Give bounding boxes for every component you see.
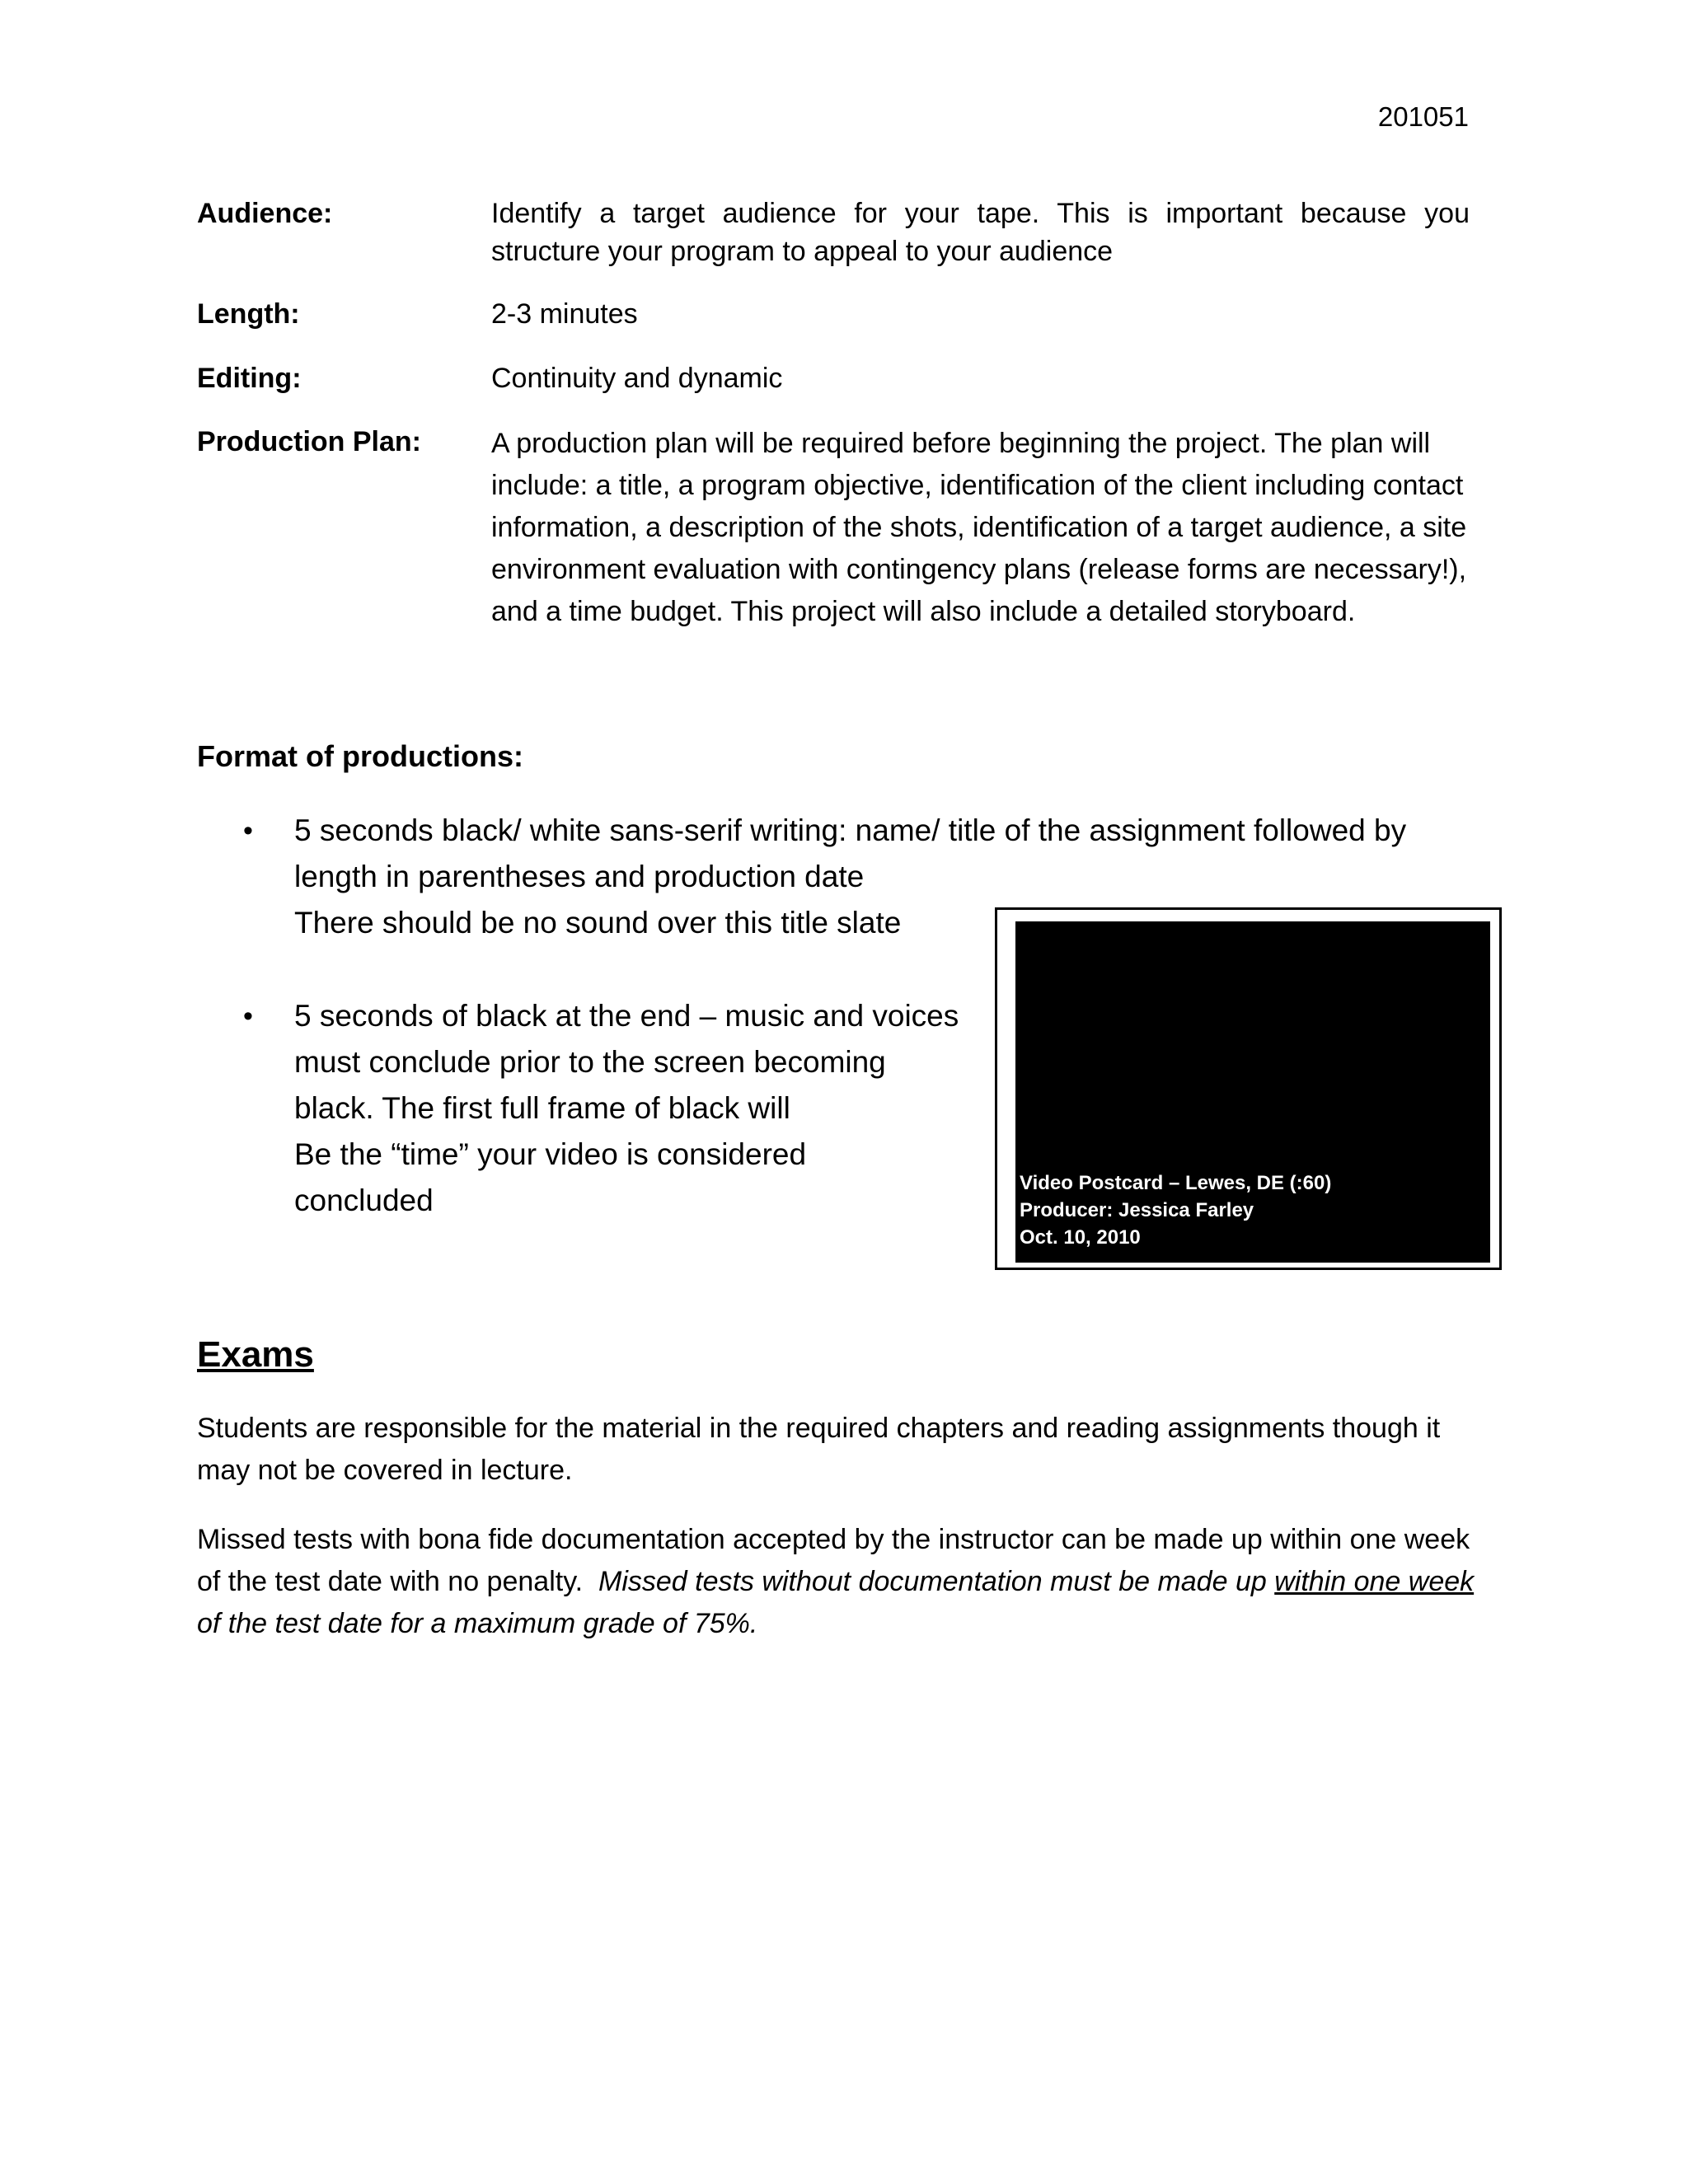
definition-term: Editing: (197, 363, 302, 394)
exams-heading: Exams (197, 1334, 314, 1375)
definition-description: 2-3 minutes (491, 298, 638, 330)
slate-screen (1015, 921, 1490, 1263)
bullet-text (294, 993, 959, 1224)
exams-paragraph-1 (197, 1408, 1470, 1492)
text-line: and a time budget. This project will also include a detailed storyboard. (491, 596, 1356, 627)
slate-line: Video Postcard – Lewes, DE (:60) (1020, 1172, 1332, 1194)
bullet-icon: • (243, 1001, 253, 1032)
slate-line: Oct. 10, 2010 (1020, 1226, 1141, 1249)
plain-text: of the test date with no penalty. (197, 1566, 599, 1597)
text-line: must conclude prior to the screen becoming (294, 1045, 886, 1079)
text-line: There should be no sound over this title slate (294, 906, 902, 940)
italic-text-line: of the test date for a maximum grade of 75%. (197, 1608, 758, 1639)
definition-editing (197, 359, 1470, 397)
text-line: information, a description of the shots, identification of a target audience, a site (491, 512, 1467, 543)
text-line: length in parentheses and production date (294, 860, 865, 893)
text-line: environment evaluation with contingency plans (release forms are necessary!), (491, 554, 1467, 585)
text-line: Students are responsible for the material in the required chapters and reading assignments though it (197, 1413, 1441, 1444)
text-line: A production plan will be required before beginning the project. The plan will (491, 428, 1431, 459)
text-line: black. The first full frame of black will (294, 1091, 790, 1125)
title-slate-example (995, 907, 1502, 1270)
text-line: may not be covered in lecture. (197, 1455, 573, 1486)
definition-term: Audience: (197, 198, 333, 229)
format-heading: Format of productions: (197, 739, 523, 773)
text-line: 5 seconds of black at the end – music and voices (294, 999, 959, 1033)
text-line: concluded (294, 1183, 434, 1217)
definition-length (197, 295, 1470, 333)
text-line: Missed tests with bona fide documentation accepted by the instructor can be made up within one week (197, 1524, 1470, 1555)
definition-audience (197, 194, 1470, 274)
definition-description: Continuity and dynamic (491, 363, 783, 394)
definition-term: Production Plan: (197, 426, 421, 457)
text-line: Be the “time” your video is considered (294, 1137, 807, 1171)
text-line: 5 seconds black/ white sans-serif writing: name/ title of the assignment followed by (294, 813, 1407, 847)
page-number: 201051 (1377, 101, 1469, 132)
definition-term: Length: (197, 298, 300, 330)
slate-caption (1020, 1169, 1331, 1251)
italic-underlined-text: within one week (1274, 1566, 1475, 1597)
definition-description: Identify a target audience for your tape. This is important because you structure your program to appeal to your audience (491, 198, 1470, 267)
definition-description (491, 423, 1470, 633)
italic-text: Missed tests without documentation must be made up (598, 1566, 1275, 1597)
format-bullet-2 (243, 993, 968, 1226)
bullet-icon: • (243, 815, 253, 846)
definition-production-plan (197, 423, 1470, 637)
text-line (197, 1561, 1475, 1603)
slate-line: Producer: Jessica Farley (1020, 1199, 1254, 1221)
exams-paragraph-2 (197, 1519, 1475, 1645)
text-line: include: a title, a program objective, identification of the client including contact (491, 470, 1464, 501)
